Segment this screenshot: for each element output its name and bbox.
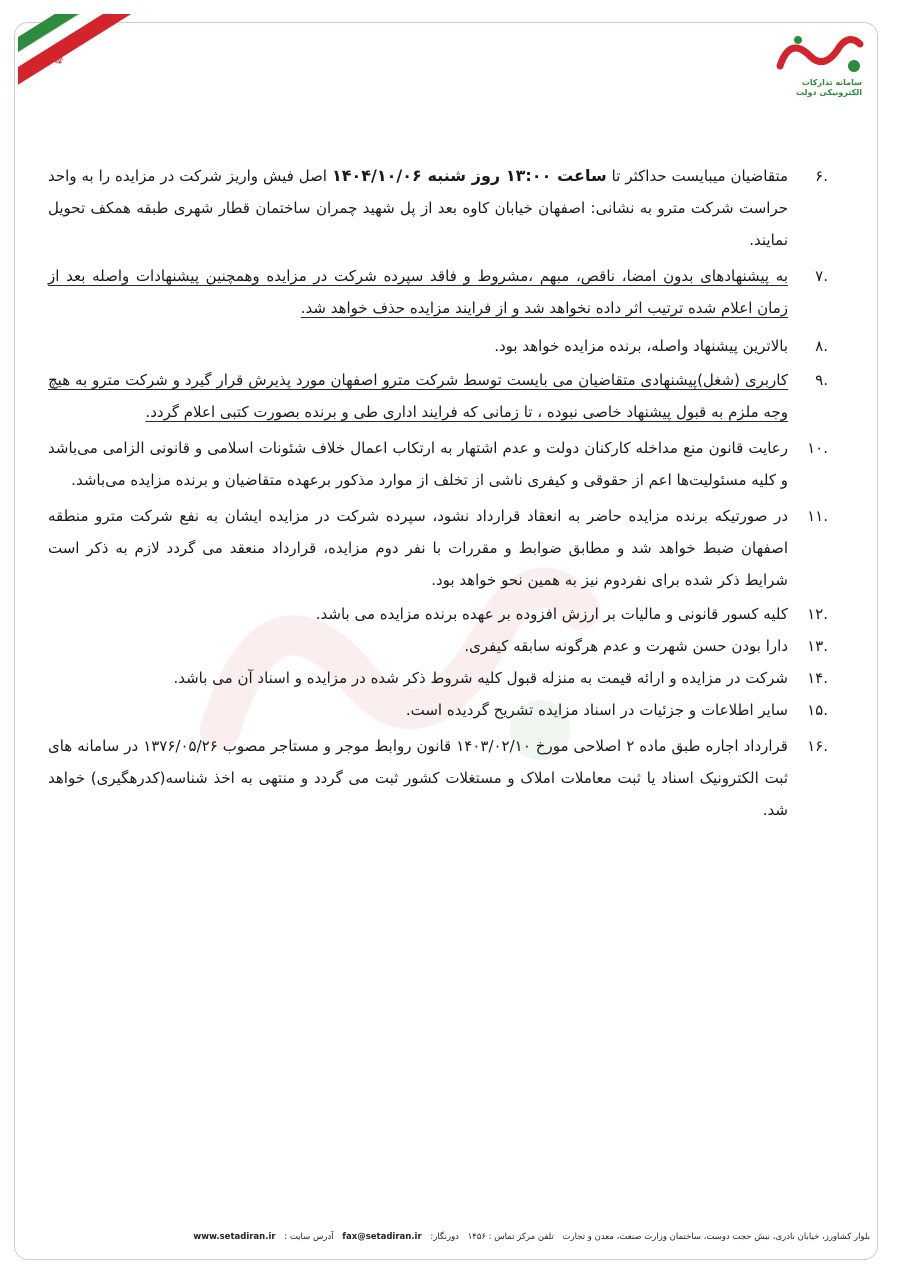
list-item [48,500,828,596]
item-number: ۸. [815,337,828,355]
logo-caption: سامانه تدارکات الکترونیکی دولت [796,78,862,97]
item-number: ۱۱. [807,507,828,525]
conditions-list [48,160,828,826]
item-number: ۱۶. [807,737,828,755]
setad-logo-mark-icon [770,26,870,86]
footer-site-label: آدرس سایت : [284,1232,334,1242]
flag-emblem-icon: ☫ [51,52,67,69]
item-text: شرکت در مزایده و ارائه قیمت به منزله قبول کلیه شروط ذکر شده در مزایده و اسناد آن می باشد. [173,669,788,687]
footer-fax-label: دورنگار: [430,1232,459,1242]
item-number: ۱۲. [807,605,828,623]
page-footer [40,1232,870,1242]
item-text: سایر اطلاعات و جزئیات در اسناد مزایده تشریح گردیده است. [405,701,788,719]
item-text: قرارداد اجاره طبق ماده ۲ اصلاحی مورخ ۱۴۰۳/۰۲/۱۰ قانون روابط موجر و مستاجر مصوب ۱۳۷۶/۰۵/۲۶ در سامانه های ثبت الکترونیک اسناد یا ثبت معاملات املاک و مستغلات کشور ثبت می گردد و منتهی به اخذ شناسه(کدرهگیری) خواهد شد. [48,737,788,819]
item-number: ۱۵. [807,701,828,719]
list-item [48,630,828,662]
item-text: به پیشنهادهای بدون امضا، ناقص، مبهم ،مشروط و فاقد سپرده شرکت در مزایده وهمچنین پیشنهادات واصله بعد از زمان اعلام شده ترتیب اثر داده نخواهد شد و از فرایند مزایده حذف خواهد شد. [48,267,788,317]
list-item [48,432,828,496]
footer-fax-link[interactable]: fax@setadiran.ir [342,1232,422,1242]
footer-phone: تلفن مرکز تماس : ۱۴۵۶ [467,1232,554,1242]
iran-flag-ribbon [18,14,148,124]
item-text: بالاترین پیشنهاد واصله، برنده مزایده خواهد بود. [494,337,788,355]
list-item [48,160,828,256]
item-number: ۱۳. [807,637,828,655]
item-number: ۱۴. [807,669,828,687]
list-item [48,260,828,324]
deadline-text: ساعت ۱۳:۰۰ روز شنبه ۱۴۰۴/۱۰/۰۶ [331,166,607,185]
item-text: کلیه کسور قانونی و مالیات بر ارزش افزوده بر عهده برنده مزایده می باشد. [315,605,788,623]
list-item [48,730,828,826]
item-text: متقاضیان میبایست حداکثر تا ساعت ۱۳:۰۰ روز شنبه ۱۴۰۴/۱۰/۰۶ اصل فیش واریز شرکت در مزایده را به واحد حراست شرکت مترو به نشانی: اصفهان خیابان کاوه بعد از پل شهید چمران ساختمان قطار شهری طبقه همکف تحویل نمایند. [48,166,789,249]
list-item [48,694,828,726]
item-number: ۶. [815,167,828,185]
footer-site-link[interactable]: www.setadiran.ir [193,1232,276,1242]
list-item [48,364,828,428]
list-item [48,662,828,694]
item-text: رعایت قانون منع مداخله کارکنان دولت و عدم اشتهار به ارتکاب اعمال خلاف شئونات اسلامی و قانونی الزامی می‌باشد و کلیه مسئولیت‌ها اعم از حقوقی و کیفری ناشی از تخلف از موارد مذکور برعهده متقاضیان و برنده مزایده می‌باشد. [48,439,788,489]
item-number: ۷. [815,267,828,285]
setad-logo [770,26,870,126]
item-text: دارا بودن حسن شهرت و عدم هرگونه سابقه کیفری. [464,637,788,655]
item-number: ۹. [815,371,828,389]
item-text: در صورتیکه برنده مزایده حاضر به انعقاد قرارداد نشود، سپرده شرکت در مزایده ایشان به نفع شرکت مترو منطقه اصفهان ضبط خواهد شد و مطابق ضوابط و مقررات با نفر دوم مزایده، قرارداد منعقد می گردد لازم به ذکر است شرایط ذکر شده برای نفردوم نیز به همین نحو خواهد بود. [48,507,788,589]
footer-address: بلوار کشاورز، خیابان نادری، نبش حجت دوست، ساختمان وزارت صنعت، معدن و تجارت [562,1232,870,1242]
item-number: ۱۰. [807,439,828,457]
list-item [48,330,828,362]
list-item [48,598,828,630]
item-text: کاربری (شغل)پیشنهادی متقاضیان می بایست توسط شرکت مترو اصفهان مورد پذیرش قرار گیرد و شرکت مترو به هیچ وجه ملزم به قبول پیشنهاد خاصی نبوده ، تا زمانی که فرایند اداری طی و برنده بصورت کتبی اعلام گردد. [48,371,788,421]
